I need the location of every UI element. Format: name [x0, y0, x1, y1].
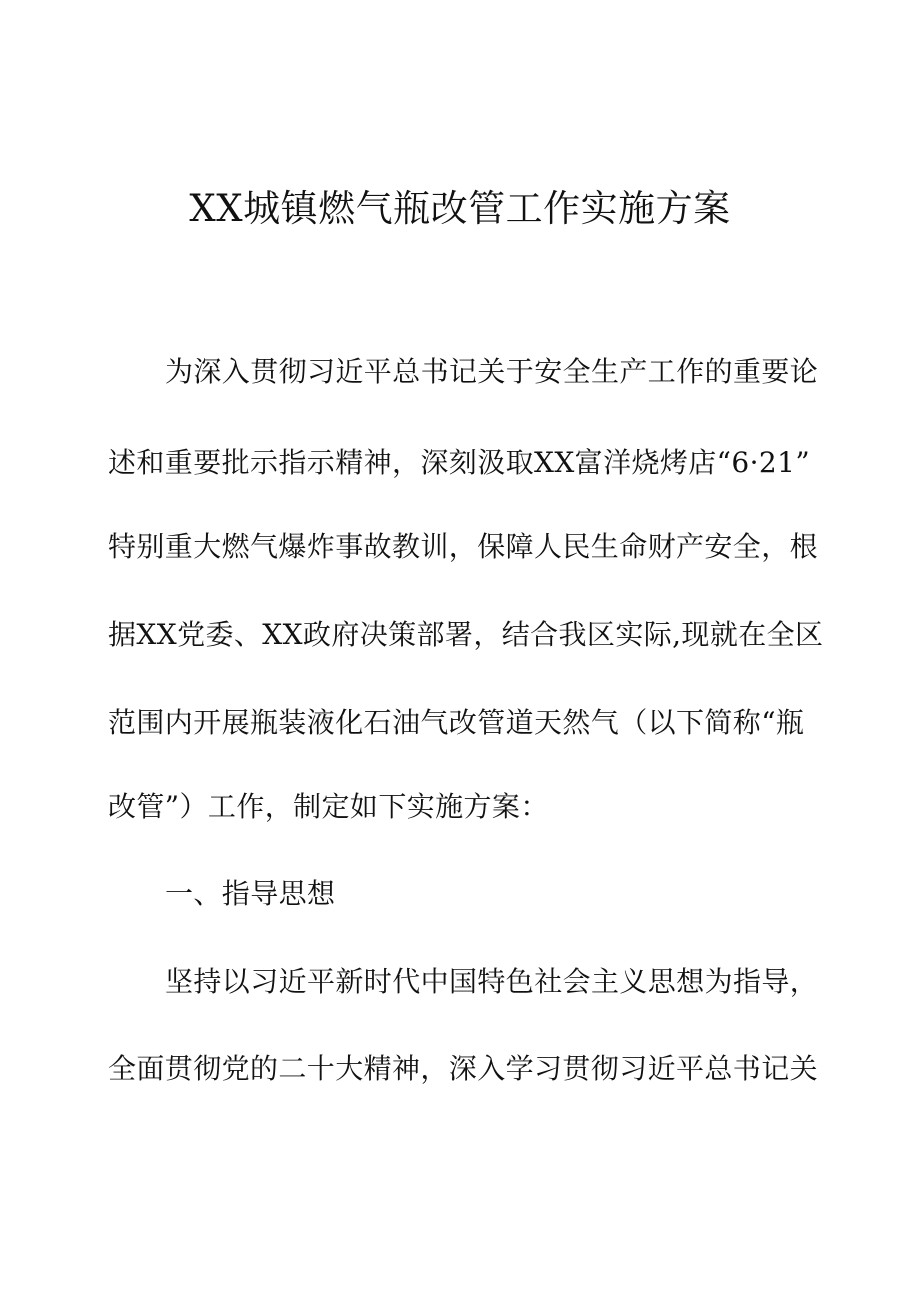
- paragraph-line: 特别重大燃气爆炸事故教训，保障人民生命财产安全，根: [108, 530, 819, 563]
- paragraph-line: 述和重要批示指示精神，深刻汲取XX富洋烧烤店“6·21”: [108, 446, 811, 479]
- paragraph-line: 坚持以习近平新时代中国特色社会主义思想为指导，: [165, 965, 819, 998]
- paragraph-line: 据XX党委、XX政府决策部署，结合我区实际,现就在全区: [108, 618, 824, 651]
- paragraph-line: 全面贯彻党的二十大精神，深入学习贯彻习近平总书记关: [108, 1052, 819, 1085]
- document-title: XX城镇燃气瓶改管工作实施方案: [189, 187, 731, 230]
- paragraph-line: 范围内开展瓶装液化石油气改管道天然气（以下简称“瓶: [108, 706, 805, 739]
- section-heading: 一、指导思想: [165, 877, 336, 910]
- paragraph-line: 改管”）工作，制定如下实施方案：: [108, 790, 549, 823]
- paragraph-line: 为深入贯彻习近平总书记关于安全生产工作的重要论: [165, 355, 819, 388]
